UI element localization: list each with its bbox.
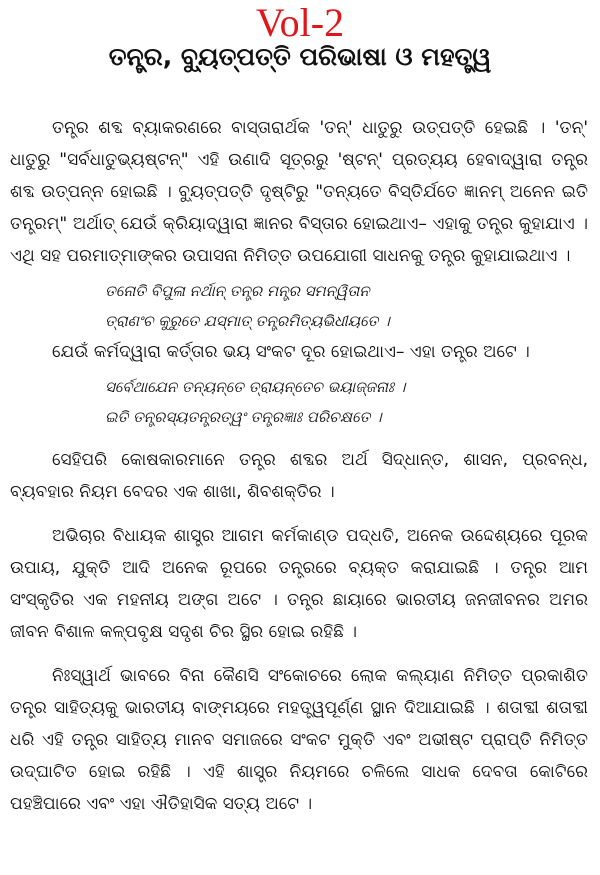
verse-2-line-1: ସର୍ବେଥାଯେନ ତନ୍ୟନ୍ତେ ତ୍ରାୟନ୍ତେଚ ଭୟାଜ୍ଜନାଃ ।: [105, 378, 406, 396]
verse-1-line-2: ତ୍ରାଣଂଚ କୁରୁତେ ଯସ୍ମାତ୍ ତନ୍ତ୍ରମିତ୍ୟଭିଧୀୟତେ ।: [105, 312, 390, 330]
page-body: [10, 112, 588, 820]
paragraph-literature: ନିଃସ୍ୱାର୍ଥ ଭାବରେ ବିନା କୈଣସି ସଂକୋଚରେ ଲୋକ କଲ୍ୟାଣ ନିମିତ୍ତ ପ୍ରକାଶିତ ତନ୍ତ୍ର ସାହିତ୍ୟକୁ ଭାରତୀୟ ବାଙ୍ମୟରେ ମହତ୍ତ୍ୱପୂର୍ଣ୍ଣ ସ୍ଥାନ ଦିଆଯାଇଛି । ଶତାବ୍ଦୀ ଶତାବ୍ଦୀ ଧରି ଏହି ତନ୍ତ୍ର ସାହିତ୍ୟ ମାନବ ସମାଜରେ ସଂକଟ ମୁକ୍ତି ଏବଂ ଅଭୀଷ୍ଟ ପ୍ରାପ୍ତି ନିମିତ୍ତ ଉଦ୍‌ଘାଟିତ ହୋଇ ରହିଛି । ଏହି ଶାସ୍ତ୍ର ନିୟମରେ ଚଳିଲେ ସାଧକ ଦେବତା କୋଟିରେ ପହଞ୍ଚିପାରେ ଏବଂ ଏହା ଐତିହାସିକ ସତ୍ୟ ଅଟେ ।: [10, 666, 588, 814]
verse-1-line-1: ତନୋତି ବିପୁଳା ନର୍ଥାନ୍ ତନ୍ତ୍ର ମନ୍ତ୍ର ସମନ୍ୱିତାନ: [105, 282, 370, 300]
paragraph-etymology: ତନ୍ତ୍ର ଶବ୍ଦ ବ୍ୟାକରଣରେ ବାସ୍ତାରାର୍ଥକ 'ତନ୍' ଧାତୁରୁ ଉତ୍ପତ୍ତି ହେଇଛି । 'ତନ୍' ଧାତୁରୁ "ସର୍ବଧାତୁଭ୍ୟଷ୍ଟନ୍" ଏହି ଉଣାଦି ସୂତ୍ରରୁ 'ଷ୍ଟନ୍' ପ୍ରତ୍ୟୟ ହେବାଦ୍ୱାରା ତନ୍ତ୍ର ଶବ୍ଦ ଉତ୍ପନ୍ନ ହୋଇଛି । ବ୍ୟୁତ୍ପତ୍ତି ଦୃଷ୍ଟିରୁ "ତନ୍ୟତେ ବିସ୍ତିର୍ଯତେ ଜ୍ଞାନମ୍ ଅନେନ ଇତି ତନ୍ତ୍ରମ୍" ଅର୍ଥାତ୍ ଯେଉଁ କ୍ରିୟାଦ୍ୱାରା ଜ୍ଞାନର ବିସ୍ତାର ହୋଇଥାଏ– ଏହାକୁ ତନ୍ତ୍ର କୁହାଯାଏ । ଏଥି ସହ ପରମାତ୍ମାଙ୍କର ଉପାସନା ନିମିତ୍ତ ଉପଯୋଗୀ ସାଧନକୁ ତନ୍ତ୍ର କୁହାଯାଇଥାଏ ।: [10, 118, 588, 266]
volume-label: Vol-2: [255, 0, 345, 45]
verse-2-line-2: ଇତି ତନ୍ତ୍ରସ୍ୟତନ୍ତ୍ରତ୍ୱଂ ତନ୍ତ୍ରଜ୍ଞାଃ ପରିଚକ୍ଷତେ ।: [105, 408, 382, 426]
paragraph-definition: ଯେଉଁ କର୍ମଦ୍ୱାରା କର୍ତ୍ତାର ଭୟ ସଂକଟ ଦୂର ହୋଇଥାଏ– ଏହା ତନ୍ତ୍ର ଅଟେ ।: [52, 342, 530, 362]
paragraph-lexicographers: ସେହିପରି କୋଷକାରମାନେ ତନ୍ତ୍ର ଶବ୍ଦର ଅର୍ଥ ସିଦ୍ଧାନ୍ତ, ଶାସନ, ପ୍ରବନ୍ଧ, ବ୍ୟବହାର ନିୟମ ବେଦର ଏକ ଶାଖା, ଶିବଶକ୍ତିର ।: [10, 450, 588, 502]
chapter-title: ତନ୍ତ୍ର, ବ୍ୟୁତ୍ପତ୍ତି ପରିଭାଷା ଓ ମହତ୍ତ୍ୱ: [108, 42, 492, 71]
paragraph-culture: ଅଭିଚାର ବିଧାୟକ ଶାସ୍ତ୍ର ଆଗମ କର୍ମକାଣ୍ଡ ପଦ୍ଧତି, ଅନେକ ଉଦ୍ଦେଶ୍ୟରେ ପୂରକ ଉପାୟ, ଯୁକ୍ତି ଆଦି ଅନେକ ରୂପରେ ତନ୍ତ୍ରରେ ବ୍ୟକ୍ତ କରାଯାଇଛି । ତନ୍ତ୍ର ଆମ ସଂସ୍କୃତିର ଏକ ମହନୀୟ ଅଙ୍ଗ ଅଟେ । ତନ୍ତ୍ର ଛାୟାରେ ଭାରତୀୟ ଜନଜୀବନର ଅମର ଜୀବନ ବିଶାଳ କଳ୍ପବୃକ୍ଷ ସଦୃଶ ଚିର ସ୍ଥିର ହୋଇ ରହିଛି ।: [10, 526, 588, 642]
